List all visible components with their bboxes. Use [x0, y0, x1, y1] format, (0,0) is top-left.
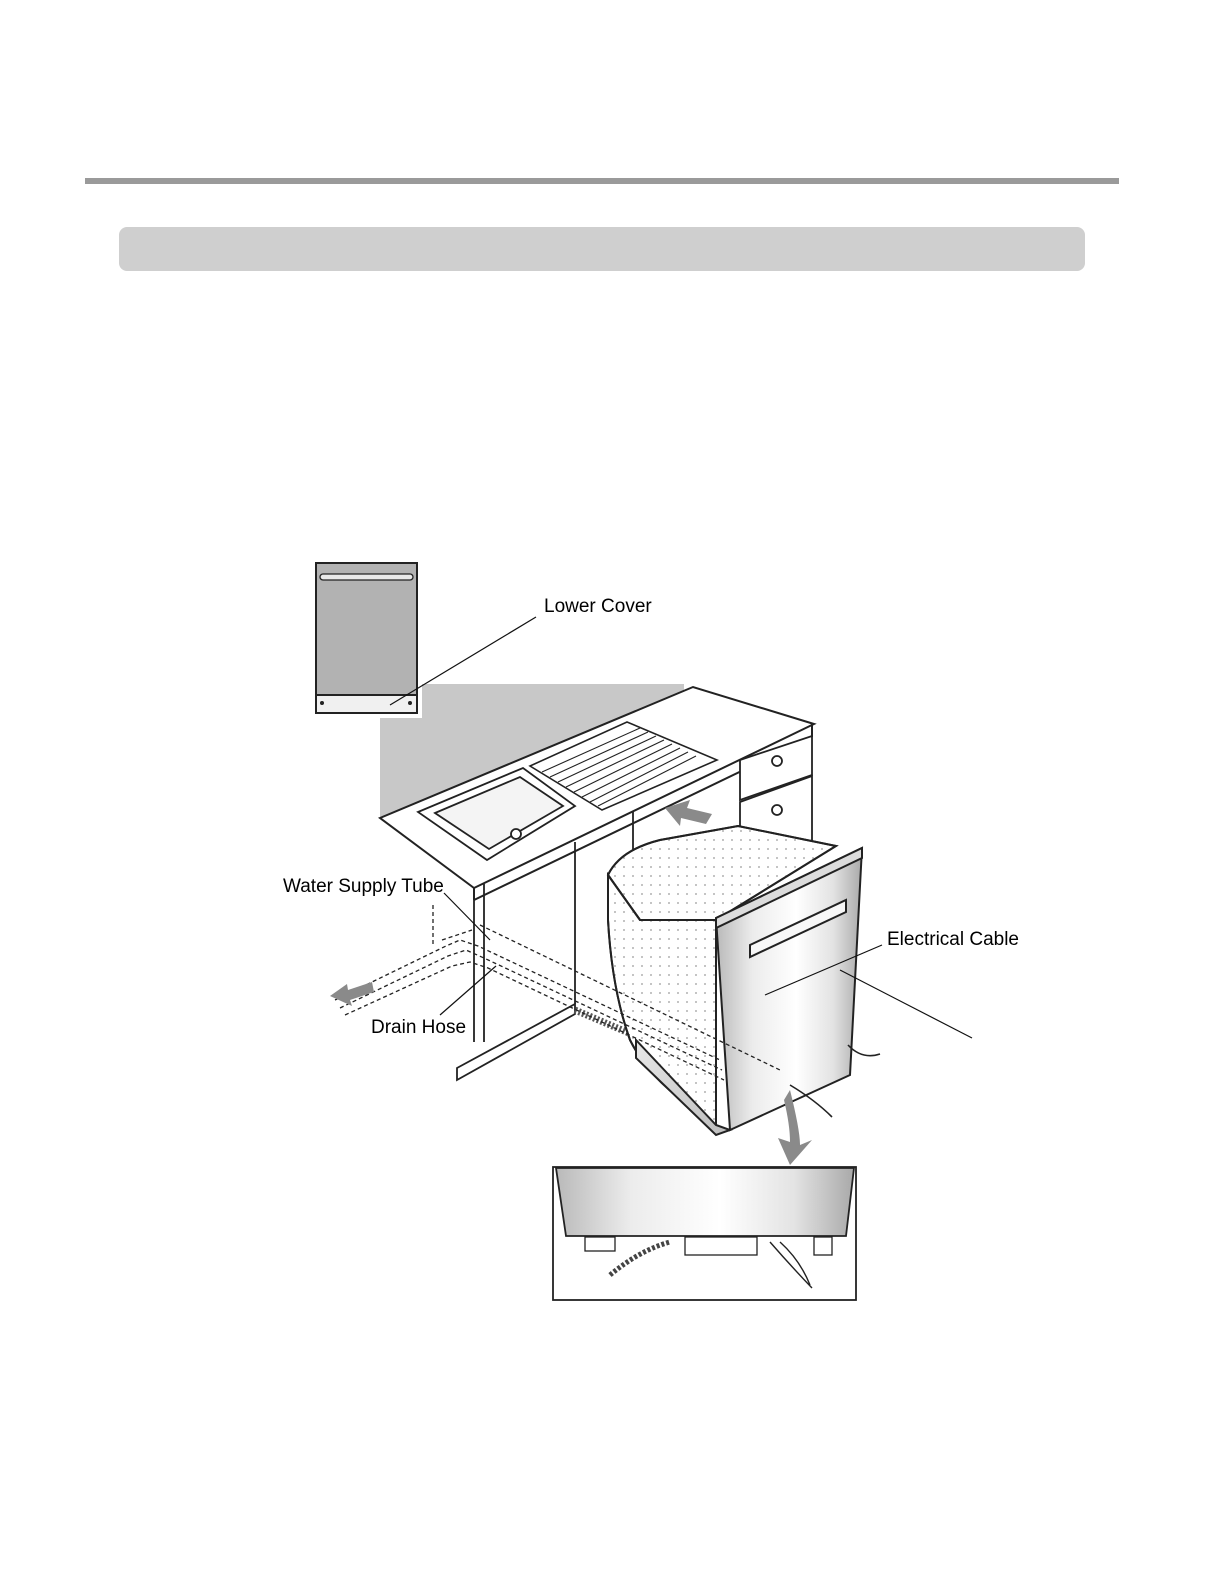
label-water-supply-tube: Water Supply Tube: [283, 876, 444, 897]
left-arrow: [330, 982, 374, 1006]
label-lower-cover: Lower Cover: [544, 596, 652, 617]
label-drain-hose: Drain Hose: [371, 1017, 467, 1038]
inset-bottom-view: [553, 1167, 856, 1300]
dishwasher: [608, 826, 862, 1135]
inset-front-panel: [304, 556, 422, 718]
label-electrical-cable: Electrical Cable: [887, 929, 1019, 950]
